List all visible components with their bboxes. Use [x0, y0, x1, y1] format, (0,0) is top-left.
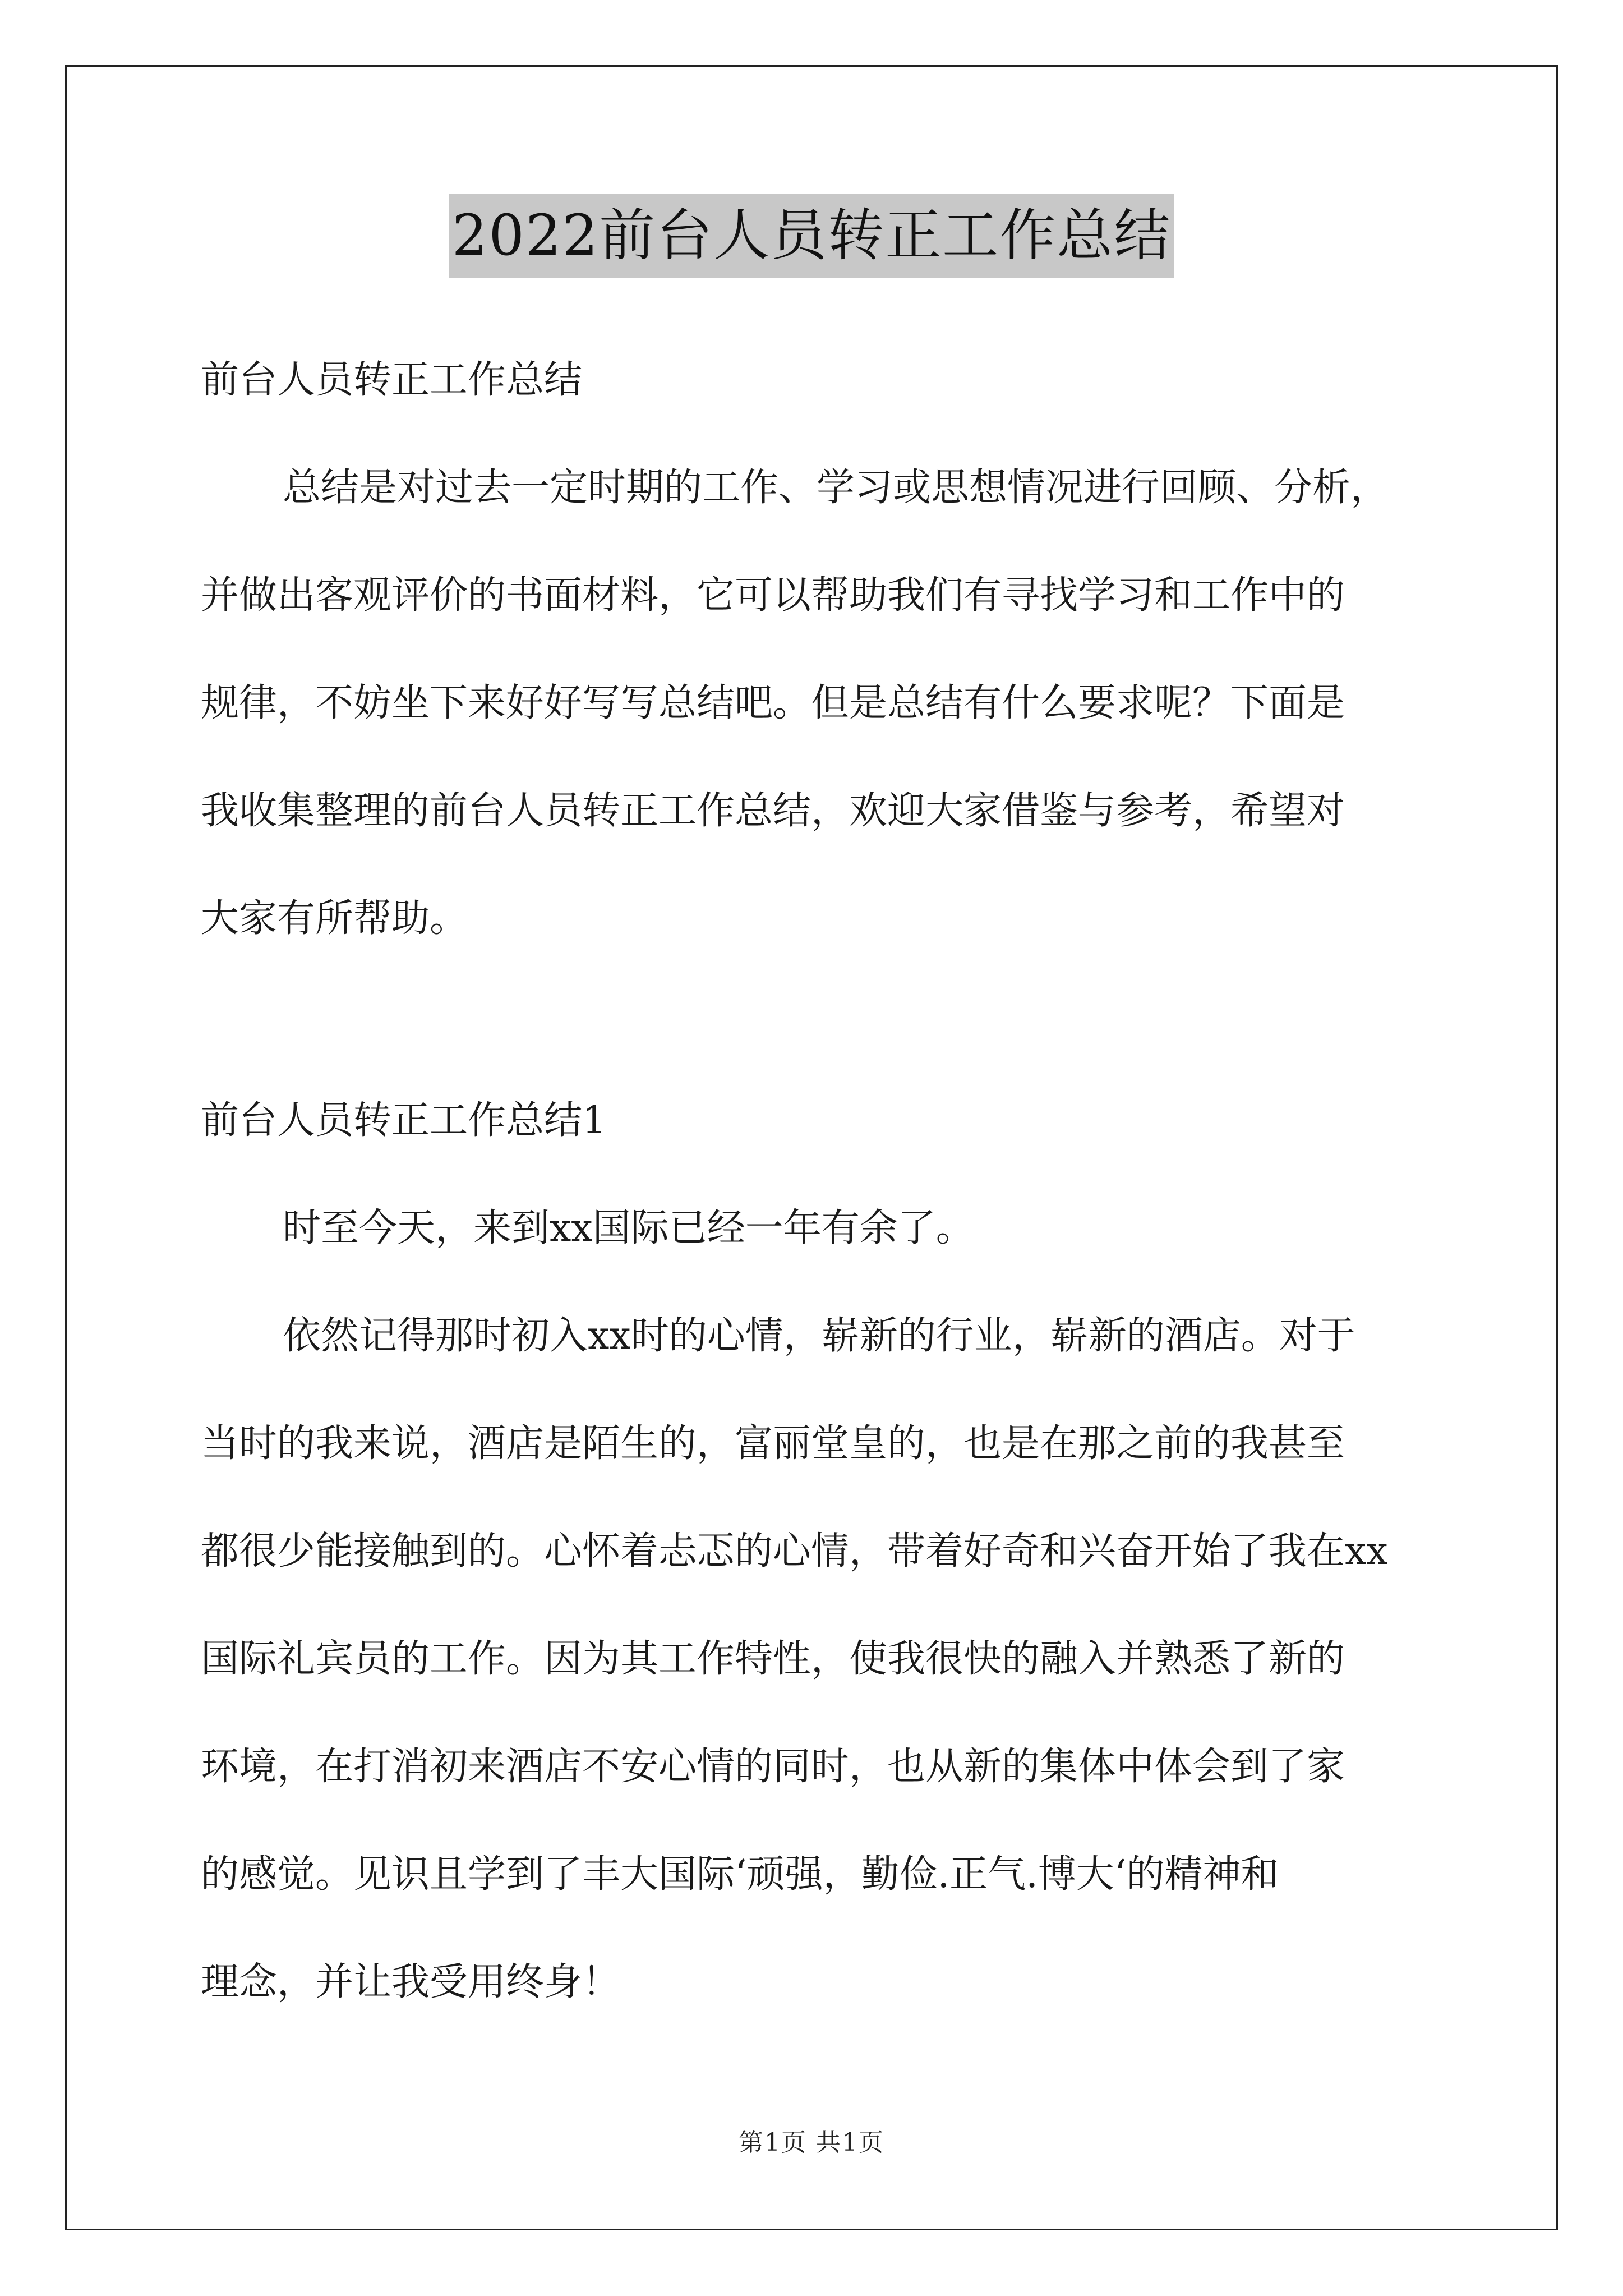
intro-line-3: 规律，不妨坐下来好好写写总结吧。但是总结有什么要求呢？下面是: [201, 681, 1345, 725]
document-title: 2022前台人员转正工作总结: [449, 194, 1175, 278]
subtitle: 前台人员转正工作总结: [201, 358, 583, 402]
paragraph-2-line-3: 都很少能接触到的。心怀着忐忑的心情，带着好奇和兴奋开始了我在xx: [201, 1529, 1388, 1573]
page-footer: 第1页 共1页: [739, 2128, 884, 2157]
intro-line-1: 总结是对过去一定时期的工作、学习或思想情况进行回顾、分析，: [283, 466, 1389, 510]
paragraph-1: 时至今天，来到xx国际已经一年有余了。: [283, 1206, 974, 1250]
section-heading: 前台人员转正工作总结1: [201, 1098, 607, 1143]
paragraph-2-line-1: 依然记得那时初入xx时的心情，崭新的行业，崭新的酒店。对于: [283, 1314, 1355, 1358]
paragraph-2-line-4: 国际礼宾员的工作。因为其工作特性，使我很快的融入并熟悉了新的: [201, 1637, 1345, 1681]
intro-line-5: 大家有所帮助。: [201, 896, 468, 941]
intro-line-2: 并做出客观评价的书面材料，它可以帮助我们有寻找学习和工作中的: [201, 573, 1345, 618]
title-wrap: [0, 194, 1623, 278]
intro-line-4: 我收集整理的前台人员转正工作总结，欢迎大家借鉴与参考，希望对: [201, 789, 1345, 833]
paragraph-2-line-6: 的感觉。见识且学到了丰大国际‘顽强，勤俭.正气.博大‘的精神和: [201, 1852, 1279, 1897]
paragraph-2-line-2: 当时的我来说，酒店是陌生的，富丽堂皇的，也是在那之前的我甚至: [201, 1421, 1345, 1466]
paragraph-2-line-5: 环境，在打消初来酒店不安心情的同时，也从新的集体中体会到了家: [201, 1745, 1345, 1789]
paragraph-2-line-7: 理念，并让我受用终身！: [201, 1960, 621, 2004]
